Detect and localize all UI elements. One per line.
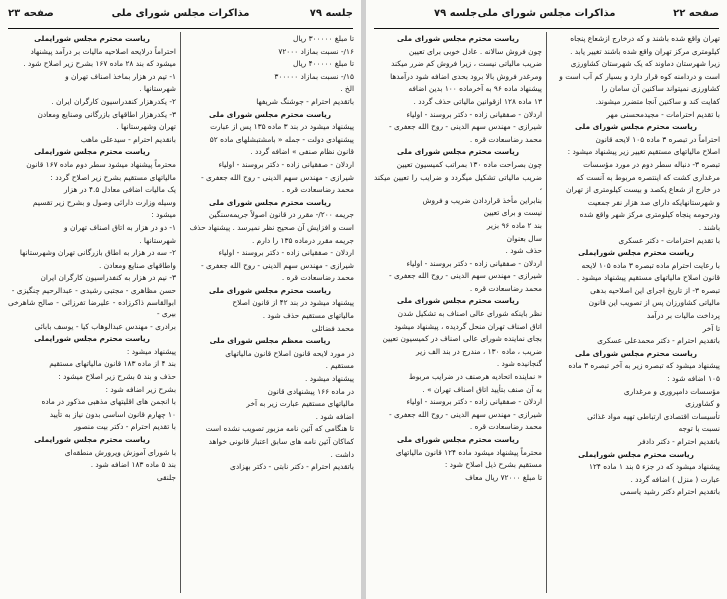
right-page-right-column bbox=[552, 34, 720, 595]
right-page-header bbox=[374, 4, 719, 29]
text-line: شیرازی - مهندس سهم الدینی - روح الله جعفری - bbox=[388, 409, 542, 419]
addressee-heading: ریاست محترم مجلس شورای ملی bbox=[208, 197, 332, 207]
text-line: اردلان - صفقیانی زاده - دکتر بروسند - اولیاء bbox=[406, 109, 542, 119]
text-line: قانون نظام صنفی » اضافه گردد . bbox=[250, 147, 354, 157]
text-line: باتقدیم احترام - جوشنگ شریفها bbox=[256, 96, 354, 106]
text-line: بند ۵ ماده ۱۸۳ اضافه شود . bbox=[90, 460, 176, 470]
text-line: بجای نماینده شورای عالی اصناف در کمیسیون تعیین bbox=[382, 334, 542, 344]
text-line: است و افزایش آن صحیح نظر نمیرسد . پیشنهاد حذف bbox=[189, 222, 354, 232]
text-line: محمد رضاسعادت قره . bbox=[281, 273, 354, 283]
text-line: باتقدیم احترام - دکتر دادفر bbox=[638, 437, 720, 446]
left-page-right-column bbox=[186, 34, 354, 595]
text-line: محمد رضاسعادت قره . bbox=[469, 422, 542, 432]
text-line: تأسیسات اقتصادی ارتباطی تهیه مواد غذائی bbox=[587, 411, 720, 421]
text-line: ۱۵/- نسبت بمازاد ۳۰۰۰۰۰ bbox=[274, 71, 354, 81]
text-line: پرداخت مالیات بر درآمد bbox=[646, 311, 720, 321]
text-line: اتاق اصناف تهران منحل گردیده ، پیشنهاد میشود bbox=[394, 321, 542, 331]
text-line: اردلان - صفقیانی زاده - دکتر بروسند - اولیاء bbox=[218, 248, 354, 258]
text-line: تا مبلغ ۷۲۰۰۰ ریال معاف bbox=[465, 472, 542, 482]
text-line: احتراماً درلایحه اصلاحیه مالیات بر درآمد پیشنهاد bbox=[30, 46, 176, 56]
text-line: کفایت کند و ساکنین آنجا متضرر میشوند. bbox=[595, 96, 720, 106]
addressee-heading: ریاست محترم مجلس شورایملی bbox=[34, 435, 150, 444]
text-line: محمد رضاسعادت قره . bbox=[281, 185, 354, 195]
text-line: با تقدیم احترامات - دکتر عسکری bbox=[618, 235, 720, 245]
addressee-heading: ریاست محترم مجلس شورایملی bbox=[578, 248, 694, 258]
text-line: چون فروش سالانه . عادل خوبی برای تعیین bbox=[408, 46, 542, 56]
text-line: ضریب مالیاتی تشکیل میگردد و ضرایب را تعیین میکند ، bbox=[374, 172, 542, 193]
text-line: سال بعنوان bbox=[506, 233, 542, 243]
text-line: بند ۲ ماده ۹۶ بزیر bbox=[486, 220, 542, 230]
addressee-heading: ریاست معظم مجلس شورای ملی bbox=[209, 336, 331, 346]
text-line: وسیله وزارت دارائی وصول و بشرح زیر تقسیم bbox=[32, 197, 176, 207]
text-line: پیشنهاد میشود . bbox=[305, 374, 354, 384]
text-line: شهرستانها . bbox=[139, 84, 176, 94]
text-line: تهران واقع شده باشند و که درخارج ازشعاع پنجاه bbox=[570, 34, 720, 43]
text-line: حسن مظاهری - مجتبی رشیدی - عبدالرحیم چنگیزی - bbox=[11, 285, 176, 295]
text-line: بنابراین مأخذ قراردادن ضریب و فروش bbox=[422, 195, 542, 205]
text-line: پیشنهادی دولت - جمله « بامشتبشلهای ماده ۵۲ bbox=[209, 134, 354, 144]
text-line: تبصره ۳- دنباله سطر دوم در مورد مؤسسات bbox=[583, 159, 720, 169]
left-page-column-divider bbox=[180, 32, 181, 593]
text-line: کشاورزی نمیتواند ساکنین آن سامان را bbox=[601, 84, 720, 94]
text-line: محمد رضاسعادت قره . bbox=[469, 283, 542, 293]
text-line: نسبت با توجه bbox=[678, 424, 720, 434]
text-line: میشود که بند ۲۸ ماده ۱۶۷ بشرح زیر اصلاح شود . bbox=[23, 59, 176, 69]
text-line: حذف شود . bbox=[505, 246, 542, 256]
addressee-heading: ریاست محترم مجلس شورای ملی bbox=[396, 435, 520, 444]
left-page-page-number: صفحه ۲۳ bbox=[8, 8, 54, 19]
text-line: مؤسسات دامپروری و مرغداری bbox=[623, 386, 720, 396]
left-page bbox=[0, 0, 361, 599]
text-line: ضریب ، ماده ۱۳۰ ، مندرج در بند الف زیر bbox=[416, 346, 542, 356]
text-line: ۲- سه در هزار به اطاق بازرگانی تهران وشهرستانها bbox=[19, 248, 176, 258]
text-line: تا مبلغ ۳۰۰۰۰۰ ریال bbox=[292, 34, 354, 43]
text-line: شیرازی - مهندس سهم الدینی - روح الله جعفری - bbox=[200, 260, 354, 270]
addressee-heading: ریاست محترم مجلس شورای ملی bbox=[574, 122, 698, 132]
text-line: ومرغدر فروش بالا برود بحدی اضافه شود درآمدها bbox=[390, 71, 542, 81]
addressee-heading: ریاست محترم مجلس شورایملی bbox=[34, 147, 150, 157]
addressee-heading: ریاست محترم مجلس شورای ملی bbox=[574, 348, 698, 358]
text-line: جریمه مقرر درماده ۱۳۵ را دارم . bbox=[251, 235, 354, 245]
text-line: با انجمن های اقلیتهای مذهبی مذکور در ماده bbox=[41, 397, 176, 407]
addressee-heading: ریاست محترم مجلس شورای ملی bbox=[396, 296, 520, 306]
text-line: جریمه ۲۰۰/- مقرر در قانون اصولاً جریمه‌سنگین bbox=[208, 210, 354, 220]
text-line: چون بصراحت ماده ۱۳۰ بمراتب کمیسیون تعیین bbox=[396, 159, 542, 169]
text-line: تا هنگامی که آئین نامه مزبور تصویب نشده است bbox=[205, 424, 354, 434]
text-line: تا مبلغ ۴۰۰۰۰۰ ریال bbox=[292, 59, 354, 69]
text-line: پیشنهاد ماده ۹۶ به آخرماده ۱۰۰ بدین اضافه bbox=[408, 84, 542, 94]
text-line: اصلاح مالیاتهای مستقیم تغییر زیر پیشنهاد میشود : bbox=[567, 147, 720, 157]
text-line: مرغداری کشت که اینتصره مربوط به آنست که bbox=[576, 172, 720, 182]
text-line: نظر باینکه شورای عالی اصناف به تشکیل شدن bbox=[397, 309, 542, 319]
addressee-heading: ریاست محترم مجلس شورای ملی bbox=[396, 34, 520, 43]
text-line: یک مالیات اضافی معادل ۴.۵ در هزار bbox=[63, 185, 176, 195]
text-line: ۱- دو در هزار به اتاق اصناف تهران و bbox=[64, 222, 176, 232]
text-line: داشت . bbox=[330, 449, 354, 459]
text-line: اردلان - صفقیانی زاده - دکتر بروسند - اولیاء bbox=[406, 258, 542, 268]
text-line: نیست و برای تعیین bbox=[483, 208, 542, 218]
text-line: ۱۰ چهارم قانون اساسی بدون نیاز به تأیید bbox=[49, 409, 176, 419]
text-line: با رعایت احترام ماده تبصره ۳ ماده ۱۰۵ لایحه bbox=[581, 260, 720, 270]
text-line: شیرازی - مهندس سهم الدینی - روح الله جعفری - bbox=[200, 172, 354, 182]
text-line: مستقیم بشرح ذیل اصلاح شود : bbox=[444, 460, 542, 470]
text-line: احتراماً در تبصره ۳ ماده ۱۰۵ لایحه قانون bbox=[595, 134, 720, 144]
text-line: ۱۰۵ اضافه شود : bbox=[667, 374, 720, 384]
text-line: پیشنهاد میشود که در جزء ۵ بند ۱ ماده ۱۲۴ bbox=[588, 462, 720, 472]
text-line: بشرح زیر اضافه شود : bbox=[105, 384, 176, 394]
text-line: محترماً پیشنهاد میشود سطر دوم ماده ۱۶۷ قانون bbox=[26, 159, 176, 169]
text-line: اردلان - صفقیانی زاده - دکتر بروسند - اولیاء bbox=[218, 159, 354, 169]
text-line: گنجانیده شود . bbox=[496, 359, 542, 369]
text-line: مالیاتی کشاورزان پس از تصویب این قانون bbox=[588, 298, 720, 308]
right-page-title: مذاکرات مجلس شورای ملی bbox=[477, 8, 616, 19]
text-line: برادری - مهندس عبدالوهاب کیا - یوسف بابائی bbox=[34, 321, 176, 331]
text-line: باتقدیم احترام - دکتر محمدعلی عسکری bbox=[597, 336, 720, 346]
right-page-column-divider bbox=[546, 32, 547, 593]
text-line: اردلان - صفقیانی زاده - دکتر بروسند - اولیاء bbox=[406, 397, 542, 407]
text-line: پیشنهاد میشود که تبصره زیر به آخر تبصره ۳ ماده bbox=[568, 361, 720, 371]
text-line: است و دردامنه کوه قرار دارد و بسیار کم آب است و bbox=[559, 71, 720, 81]
text-line: باشند . bbox=[698, 222, 720, 232]
left-page-session-number: جلسه ۷۹ bbox=[309, 8, 353, 19]
left-page-title: مذاکرات مجلس شورای ملی bbox=[111, 8, 250, 19]
text-line: « نماینده اتحادیه هرصنف در ضرایب مربوط bbox=[408, 372, 542, 382]
text-line: عبارت ( منزل ) اضافه گردد . bbox=[630, 474, 720, 484]
right-page bbox=[366, 0, 727, 599]
text-line: در مورد لایحه قانون اصلاح قانون مالیاتهای bbox=[225, 348, 354, 358]
text-line: ۱- تیم در هزار بماخذ اصناف تهران و bbox=[65, 71, 176, 81]
text-line: الخ . bbox=[340, 84, 354, 94]
text-line: محمد رضاسعادت قره . bbox=[469, 134, 542, 144]
text-line: ودرحومه پنجاه کیلومتری مرکز شهر واقع شده bbox=[579, 210, 720, 220]
text-line: با تقدیم احترامات - مجیدمحسنی مهر bbox=[606, 109, 720, 119]
right-page-session-number: جلسه ۷۹ bbox=[434, 8, 478, 19]
text-line: در خارج از شعاع یکصد و بیست کیلومتری از تهران bbox=[565, 185, 720, 195]
text-line: با تقدیم احترام - دکتر بیت منصور bbox=[74, 422, 176, 432]
text-line: ابوالقاسم ذاکرزاده - علیرضا تفرزائی - صالح شاهرخی بیری - bbox=[8, 298, 176, 319]
text-line: کیلومتری مرکز تهران واقع شده باشند تغییر یابد . bbox=[570, 46, 720, 56]
text-line: و شهرستانهایکه دارای صد هزار نفر جمعیت bbox=[587, 197, 720, 207]
text-line: شیرازی - مهندس سهم الدینی - روح الله جعفری - bbox=[388, 271, 542, 281]
addressee-heading: ریاست محترم مجلس شورای ملی bbox=[208, 285, 332, 295]
text-line: میشود : bbox=[151, 210, 176, 220]
text-line: ۱۶/- نسبت بمازاد ۷۲۰۰۰ bbox=[278, 46, 354, 56]
text-line: مالیاتهای مستقیم بشرح زیر اصلاح گردد : bbox=[50, 172, 176, 182]
text-line: شیرازی - مهندس سهم الدینی - روح الله جعفری - bbox=[388, 122, 542, 132]
text-line: با شورای آموزش وپرورش منطقه‌ای bbox=[64, 447, 176, 457]
text-line: قانون اصلاح مالیاتهای مستقیم پیشنهاد میشود . bbox=[576, 273, 720, 283]
addressee-heading: ریاست محترم مجلس شورایملی bbox=[578, 449, 694, 459]
left-page-left-column bbox=[8, 34, 176, 595]
text-line: محمد فضائلی bbox=[311, 323, 354, 333]
text-line: واطاقهای صنایع ومعادن . bbox=[99, 260, 176, 270]
addressee-heading: ریاست محترم مجلس شورای ملی bbox=[208, 109, 332, 119]
text-line: به آن صنف بتأیید اتاق اصناف تهران » . bbox=[422, 384, 542, 394]
left-page-header bbox=[8, 4, 353, 29]
text-line: باتقدیم احترام دکتر رشید یاسمی bbox=[620, 487, 720, 497]
text-line: در ماده ۱۶۶ پیشنهادی قانون bbox=[267, 386, 354, 396]
text-line: باتقدیم احترام - دکتر نابتی - دکتر بهزادی bbox=[230, 462, 354, 472]
text-line: پیشنهاد میشود در بند ۳ ماده ۱۳۵ پس از عبارت bbox=[210, 122, 354, 132]
text-line: بانقدیم احترام - سیدعلی ماهب bbox=[80, 134, 176, 144]
text-line: ۳- نیم در هزار به کنفدراسیون کارگران ایران bbox=[40, 273, 176, 283]
text-line: اضافه شود . bbox=[315, 411, 354, 421]
text-line: پیشنهاد میشود در بند ۴۲ از قانون اصلاح bbox=[232, 298, 354, 308]
text-line: ضریب مالیاتی نیست ، زیرا فروش کم ضرر میکند bbox=[391, 59, 542, 69]
addressee-heading: ریاست محترم مجلس شورایملی bbox=[34, 334, 150, 344]
text-line: مالیاتهای مستقیم حذف شود . bbox=[262, 311, 354, 321]
text-line: جلنقی bbox=[156, 472, 176, 482]
text-line: تهران وشهرستانها . bbox=[116, 122, 176, 132]
text-line: تا آخر bbox=[702, 323, 720, 333]
text-line: محترماً پیشنهاد میشود ماده ۱۲۴ قانون مالیاتهای bbox=[395, 447, 542, 457]
text-line: شهرستانها . bbox=[139, 235, 176, 245]
text-line: کماکان آئین نامه های سابق اعتبار قانونی خواهد bbox=[208, 437, 354, 446]
text-line: بند ۴ از ماده ۱۸۳ قانون مالیاتهای مستقیم bbox=[49, 359, 176, 369]
addressee-heading: ریاست محترم مجلس شورایملی bbox=[34, 34, 150, 43]
right-page-left-column bbox=[374, 34, 542, 595]
text-line: ۳- یکدرهزار اطاقهای بازرگانی وصنایع ومعادن bbox=[37, 109, 176, 119]
text-line: تبصره ۳- از تاریخ اجرای این اصلاحیه بدهی bbox=[590, 285, 720, 295]
text-line: و کشاورزی bbox=[685, 399, 720, 409]
addressee-heading: ریاست محترم مجلس شورای ملی bbox=[396, 147, 520, 157]
text-line: حذف و بند ۵ بشرح زیر اصلاح میشود : bbox=[58, 372, 176, 382]
text-line: مستقیم . bbox=[325, 361, 354, 371]
text-line: ۱۳ ماده ۱۲۸ ازقوانین مالیاتی حذف گردد . bbox=[413, 96, 542, 106]
right-page-page-number: صفحه ۲۲ bbox=[673, 8, 719, 19]
text-line: ۲- یکدرهزار کنفدراسیون کارگران ایران . bbox=[51, 96, 176, 106]
text-line: پیشنهاد میشود : bbox=[126, 346, 176, 356]
text-line: مالیاتهای مستقیم عبارت زیر به آخر bbox=[246, 399, 354, 409]
text-line: زیرا شهرستان دماوند که یک شهرستان کشاورزی bbox=[570, 59, 720, 69]
